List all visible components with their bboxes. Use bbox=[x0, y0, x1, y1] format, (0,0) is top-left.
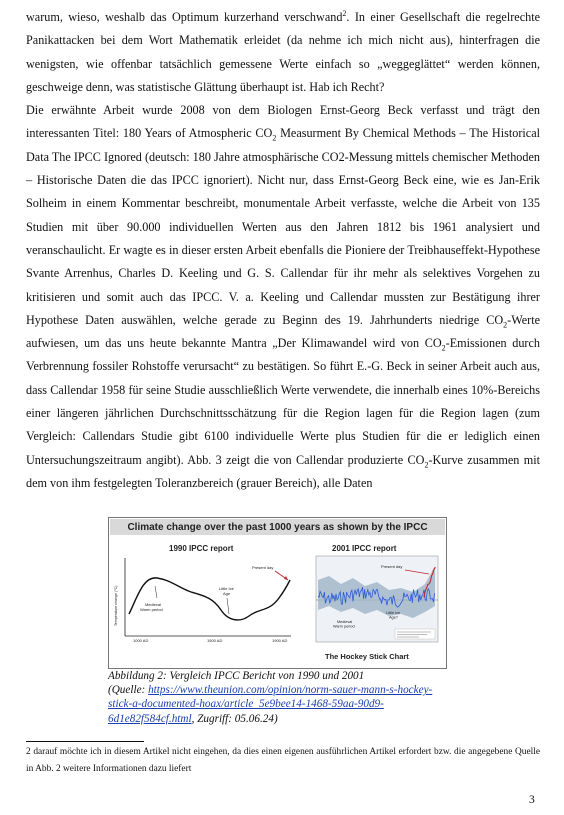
left-xtick-1000: 1000 AD bbox=[133, 638, 149, 643]
right-panel-plot bbox=[316, 556, 438, 642]
figure-graphics bbox=[109, 518, 446, 668]
right-panel-footer: The Hockey Stick Chart bbox=[325, 652, 409, 661]
medieval-label-left: Medieval Warm period bbox=[140, 602, 163, 612]
left-xtick-1500: 1500 AD bbox=[207, 638, 223, 643]
left-xtick-1900: 1900 AD bbox=[272, 638, 288, 643]
temperature-curve-1990 bbox=[129, 578, 290, 620]
footnote-marker: 2 bbox=[26, 747, 31, 757]
caption-source: (Quelle: https://www.theunion.com/opinion/norm-sauer-mann-s-hockey-stick-a-documented-hoax/article_5e9bee14-1468-59aa-90d9-6d1e82f584cf.html, Zugriff: 05.06.24) bbox=[108, 684, 433, 725]
left-panel-plot bbox=[114, 558, 291, 643]
footnote bbox=[26, 744, 540, 778]
right-panel-heading: 2001 IPCC report bbox=[332, 544, 397, 553]
ipcc-comparison-figure bbox=[108, 517, 447, 669]
page-number: 3 bbox=[529, 794, 535, 806]
footnote-text: darauf möchte ich in diesem Artikel nicht eingehen, da dies einen eigenen ausführlichen Artikel erfordert bzw. die angegebene Quelle in Abb. 2 weitere Informationen dazu liefert bbox=[26, 747, 540, 774]
present-day-label-right: Present day bbox=[381, 564, 403, 569]
little-ice-age-label-right: Little Ice Age? bbox=[386, 611, 401, 620]
footnote-divider bbox=[26, 741, 144, 742]
footnote-ref[interactable]: 2 bbox=[342, 8, 347, 18]
left-ylabel: Temperature change (°C) bbox=[114, 585, 118, 626]
figure-caption bbox=[108, 669, 448, 726]
medieval-label-right: Medieval Warm period bbox=[333, 620, 355, 629]
source-link[interactable]: https://www.theunion.com/opinion/norm-sauer-mann-s-hockey-stick-a-documented-hoax/article_5e9bee14-1468-59aa-90d9-6d1e82f584cf.html bbox=[108, 684, 433, 725]
paragraph-2: Die erwähnte Arbeit wurde 2008 von dem Biologen Ernst-Georg Beck verfasst und trägt den interessanten Titel: 180 Years of Atmospheric $CO_2$ Measurment By Chemical Methods – The Historical Data The IPCC Ignored (deutsch: 180 Jahre atmosphärische CO2-Messung mittels chemischer Methoden – Historische Daten die das IPCC ignoriert). Nicht nur, dass Ernst-Georg Beck eine, wie es Jan-Erik Solheim in einem Kommentar beschreibt, monumentale Arbeit verfasste, welche die Arbeit von 135 Studien mit über 90.000 individuellen Werten aus den Jahren 1812 bis 1961 analysiert und veranschaulicht. Er wagte es in dieser ersten Arbeit ebenfalls die Pioniere der Treibhauseffekt-Hypothese Svante Arrenhus, Charles D. Keeling und G. S. Callendar für ihr mehr als selektives Vorgehen zu kritisieren und somit auch das IPCC. V. a. Keeling und Callendar mussten zur Bestätigung ihrer Hypothese Daten auswählen, welche gerade zu Beginn des 19. Jahrhunderts niedrige $CO_2$-Werte aufwiesen, um das uns heute bekannte Mantra „Der Klimawandel wird von $CO_2$-Emissionen durch Verbrennung fossiler Rohstoffe verursacht“ zu bestätigen. So führt E.-G. Beck in seiner Arbeit auch aus, dass Callendar 1958 für seine Studie ausschließlich Werte verwendete, die innerhalb eines 10%-Bereichs einer längeren jährlichen Durchschnittsschätzung für die Region lagen für die Region lagen (zum Vergleich: Callendars Studie gibt 6100 individuelle Werte plus Studien für die er lediglich einen Untersuchungszeitraum angibt). Abb. 3 zeigt die von Callendar produzierte $CO_2$-Kurve zusammen mit dem von ihm festgelegten Toleranzbereich (grauer Bereich), alle Daten bbox=[26, 103, 540, 490]
caption-title: Abbildung 2: Vergleich IPCC Bericht von 1990 und 2001 bbox=[108, 670, 365, 682]
little-ice-age-label-left: Little Ice Age bbox=[219, 586, 234, 596]
paragraph-1: warum, wieso, weshalb das Optimum kurzerhand verschwand$^2$. In einer Gesellschaft die regelrechte Panikattacken bei dem Wort Mathematik erleidet (da nehme ich mich nicht aus), hinterfragen die wenigsten, wie offenbar tatsächlich gemessene Werte einfach so „weggeglättet“ werden können, geschweige denn, was statistische Glättung überhaupt ist. Hab ich Recht? bbox=[26, 8, 540, 94]
present-day-label-left: Present day bbox=[252, 565, 274, 570]
left-panel-heading: 1990 IPCC report bbox=[169, 544, 234, 553]
body-text bbox=[26, 6, 540, 495]
figure-title: Climate change over the past 1000 years as shown by the IPCC bbox=[127, 522, 428, 533]
